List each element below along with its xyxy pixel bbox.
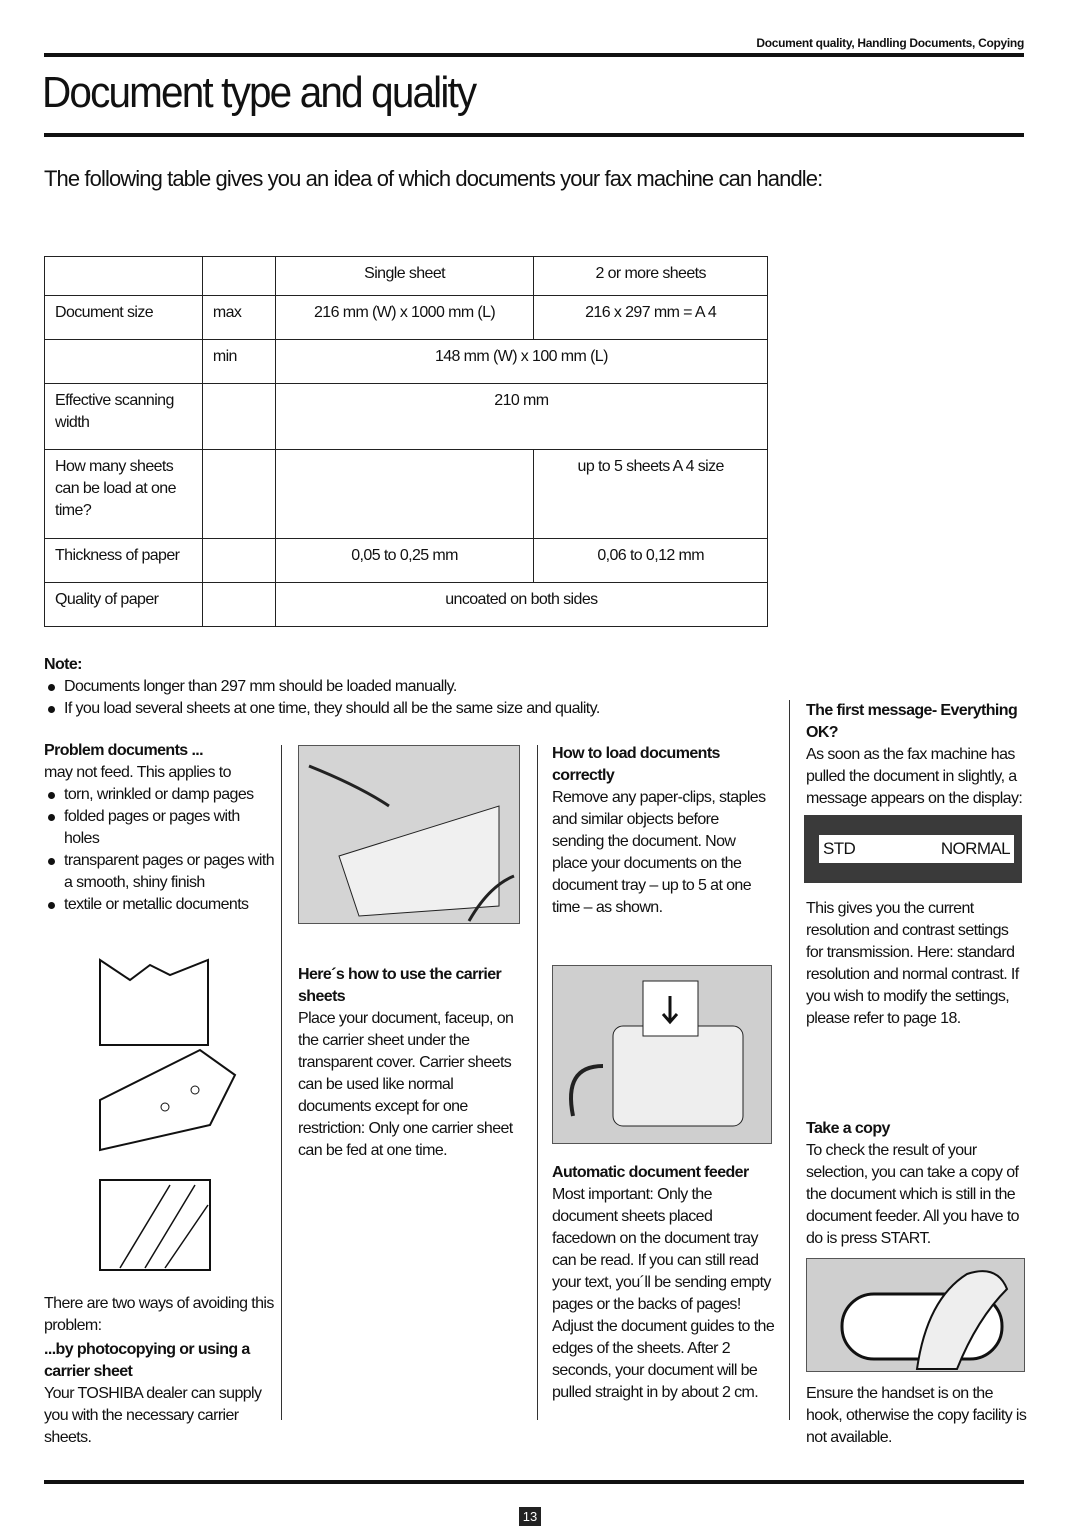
intro-text: The following table gives you an idea of which documents your fax machine can handle:	[44, 166, 823, 191]
page-number: 13	[519, 1507, 541, 1526]
problem-documents-illustration	[90, 950, 240, 1290]
column-first-message: The first message- Everything OK? As soon as the fax machine has pulled the document in slightly, a message appears on the display:	[806, 702, 1023, 807]
display-screen	[819, 835, 1014, 863]
note-list: Documents longer than 297 mm should be loaded manually. If you load several sheets at one time, they should all be the same size and quality.	[44, 676, 784, 720]
column-divider	[789, 700, 790, 1420]
column-problem-documents: Problem documents ... may not feed. This applies to torn, wrinkled or damp pages folded pages or pages with holes transparent pages or pages with a smooth, shiny finish textile or metallic documents	[44, 740, 274, 916]
header-single: Single sheet	[275, 257, 534, 296]
section-header: Document quality, Handling Documents, Copying	[756, 36, 1024, 50]
header-multi: 2 or more sheets	[534, 257, 768, 296]
fax-machine-illustration	[552, 965, 772, 1144]
carrier-sheet-illustration	[298, 745, 520, 924]
display-contrast: NORMAL	[940, 839, 1010, 858]
column-automatic-feeder: Automatic document feeder Most important: Only the document sheets placed facedown on the document tray can be read. If you can still read your text, you´ll be sending empty pages or the backs of pages! Adjust the document guides to the edges of the sheets. After 2 seconds, your document will be pulled straight in by about 2 cm.	[552, 1164, 775, 1401]
bottom-rule	[44, 1480, 1024, 1484]
column-carrier-sheets: Here´s how to use the carrier sheets Place your document, faceup, on the carrier sheet under the transparent cover. Carrier sheets can be used like normal documents except for one restriction: Only one carrier sheet can be fed at one time.	[298, 966, 514, 1159]
document-spec-table: Single sheet 2 or more sheets Document size max 216 mm (W) x 1000 mm (L) 216 x 297 mm = A 4 min 148 mm (W) x 100 mm (L) Effective scanning width 210 mm How many sheets can be load at one time? up to 5 sheets A 4 size Thickness of paper 0,05 to 0,25 mm 0,06 to 0,12 mm Quality of paper uncoated on both sides	[44, 256, 768, 627]
page: Document quality, Handling Documents, Copying Document type and quality The following table gives you an idea of which documents your fax machine can handle: Single sheet 2 or more sheets Document size max 216 mm (W) x 1000 mm (L) 216 x 297 mm = A 4 min 148 mm (W) x 100 mm (L) Effective scanning width 210 mm How many sheets can be load at one time? up to 5 sheets A 4 size Thickness of paper 0,05 to 0,25 mm 0,06 to 0,12 mm Quality of paper uncoated on both sides Note: Documents longer than 297 mm should be loaded manually. If you load several sheets at one time, they should all be the same size and quality. Problem documents ... may not feed. This applies to torn, wrinkled or damp pages folded pages or pages with holes transparent pages or pages with a smooth, shiny finish textile or metallic documents There are two ways of avoiding this problem: ...by photocopying or using a carrier sheet Your TOSHIBA dealer can supply you with the necessary carrier sheets. Here´s how to use the carrier sheets Place your document, faceup, on the carrier sheet under the transparent cover. Carrier sheets can be used like normal documents except for one restriction: Only one carrier sheet can be fed at one time. How to load documents correctly Remove any paper-clips, staples and similar objects before sending the document. Now place your documents on the document tray – up to 5 at one time – as shown. Automatic document feeder Most important: Only the document sheets placed facedown on the document tray can be read. If you can still read your text, you´ll be sending empty pages or the backs of pages! Adjust the document guides to the edges of the sheets. After 2 seconds, your document will be pulled straight in by about 2 cm. The first message- Everything OK? As soon as the fax machine has pulled the document in slightly, a message appears on the display: STD NORMAL This gives you the current resolution and contrast settings for transmission. Here: standard resolution and normal contrast. If you wish to modify the settings, please refer to page 18. Take a copy To check the result of your selection, you can take a copy of the document which is still in the document feeder. All you have to do is press START. Ensure the handset is on the hook, otherwise the copy facility is not available. 13	[0, 0, 1080, 1526]
top-rule	[44, 53, 1024, 57]
start-button-illustration	[806, 1258, 1025, 1372]
column-divider	[537, 745, 538, 1420]
title-rule	[44, 133, 1024, 137]
note-title: Note:	[44, 656, 82, 673]
display-resolution: STD	[823, 839, 856, 858]
column-load-documents: How to load documents correctly Remove any paper-clips, staples and similar objects before sending the document. Now place your documents on the document tray – up to 5 at one time – as shown.	[552, 745, 766, 916]
column-divider	[281, 745, 282, 1420]
display-panel	[804, 815, 1022, 883]
page-title: Document type and quality	[42, 68, 476, 117]
